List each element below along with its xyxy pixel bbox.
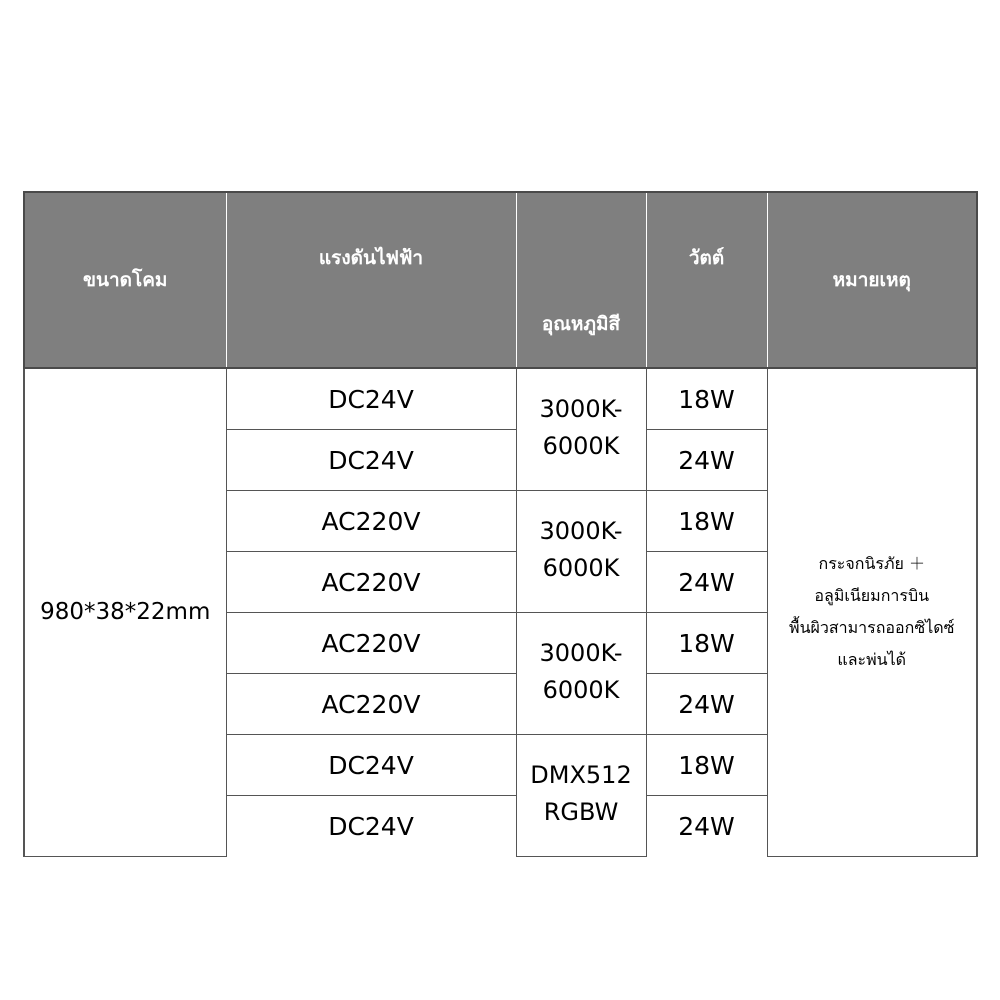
watt-cell: 18W <box>646 735 767 796</box>
color-temp-line: 6000K <box>542 432 620 460</box>
header-size: ขนาดโคม <box>24 192 226 368</box>
watt-cell: 18W <box>646 368 767 430</box>
voltage-cell: DC24V <box>226 796 516 857</box>
voltage-cell: DC24V <box>226 735 516 796</box>
watt-cell: 18W <box>646 491 767 552</box>
watt-cell: 24W <box>646 674 767 735</box>
size-cell: 980*38*22mm <box>24 368 226 856</box>
watt-cell: 24W <box>646 552 767 613</box>
note-line: และพ่นได้ <box>837 650 907 670</box>
header-voltage: แรงดันไฟฟ้า <box>226 192 516 368</box>
voltage-cell: AC220V <box>226 613 516 674</box>
voltage-cell: DC24V <box>226 430 516 491</box>
note-line: กระจกนิรภัย ＋ <box>818 554 925 574</box>
watt-cell: 24W <box>646 430 767 491</box>
color-temp-line: RGBW <box>543 798 619 826</box>
color-temp-line: DMX512 <box>530 761 632 789</box>
header-row <box>24 192 977 368</box>
color-temp-cell <box>516 613 646 735</box>
color-temp-line: 3000K- <box>539 639 623 667</box>
note-cell <box>767 368 977 856</box>
voltage-cell: AC220V <box>226 552 516 613</box>
color-temp-cell <box>516 491 646 613</box>
color-temp-cell <box>516 735 646 857</box>
voltage-cell: AC220V <box>226 491 516 552</box>
color-temp-line: 6000K <box>542 554 620 582</box>
voltage-cell: AC220V <box>226 674 516 735</box>
watt-cell: 18W <box>646 613 767 674</box>
watt-cell: 24W <box>646 796 767 857</box>
color-temp-cell <box>516 368 646 491</box>
note-line: พื้นผิวสามารถออกซิไดซ์ <box>789 618 955 638</box>
header-color-temp: อุณหภูมิสี <box>516 192 646 368</box>
color-temp-line: 3000K- <box>539 517 623 545</box>
color-temp-line: 6000K <box>542 676 620 704</box>
table-row <box>24 368 977 430</box>
spec-table <box>23 191 978 857</box>
voltage-cell: DC24V <box>226 368 516 430</box>
note-line: อลูมิเนียมการบิน <box>814 586 930 606</box>
color-temp-line: 3000K- <box>539 395 623 423</box>
header-note: หมายเหตุ <box>767 192 977 368</box>
header-watt: วัตต์ <box>646 192 767 368</box>
